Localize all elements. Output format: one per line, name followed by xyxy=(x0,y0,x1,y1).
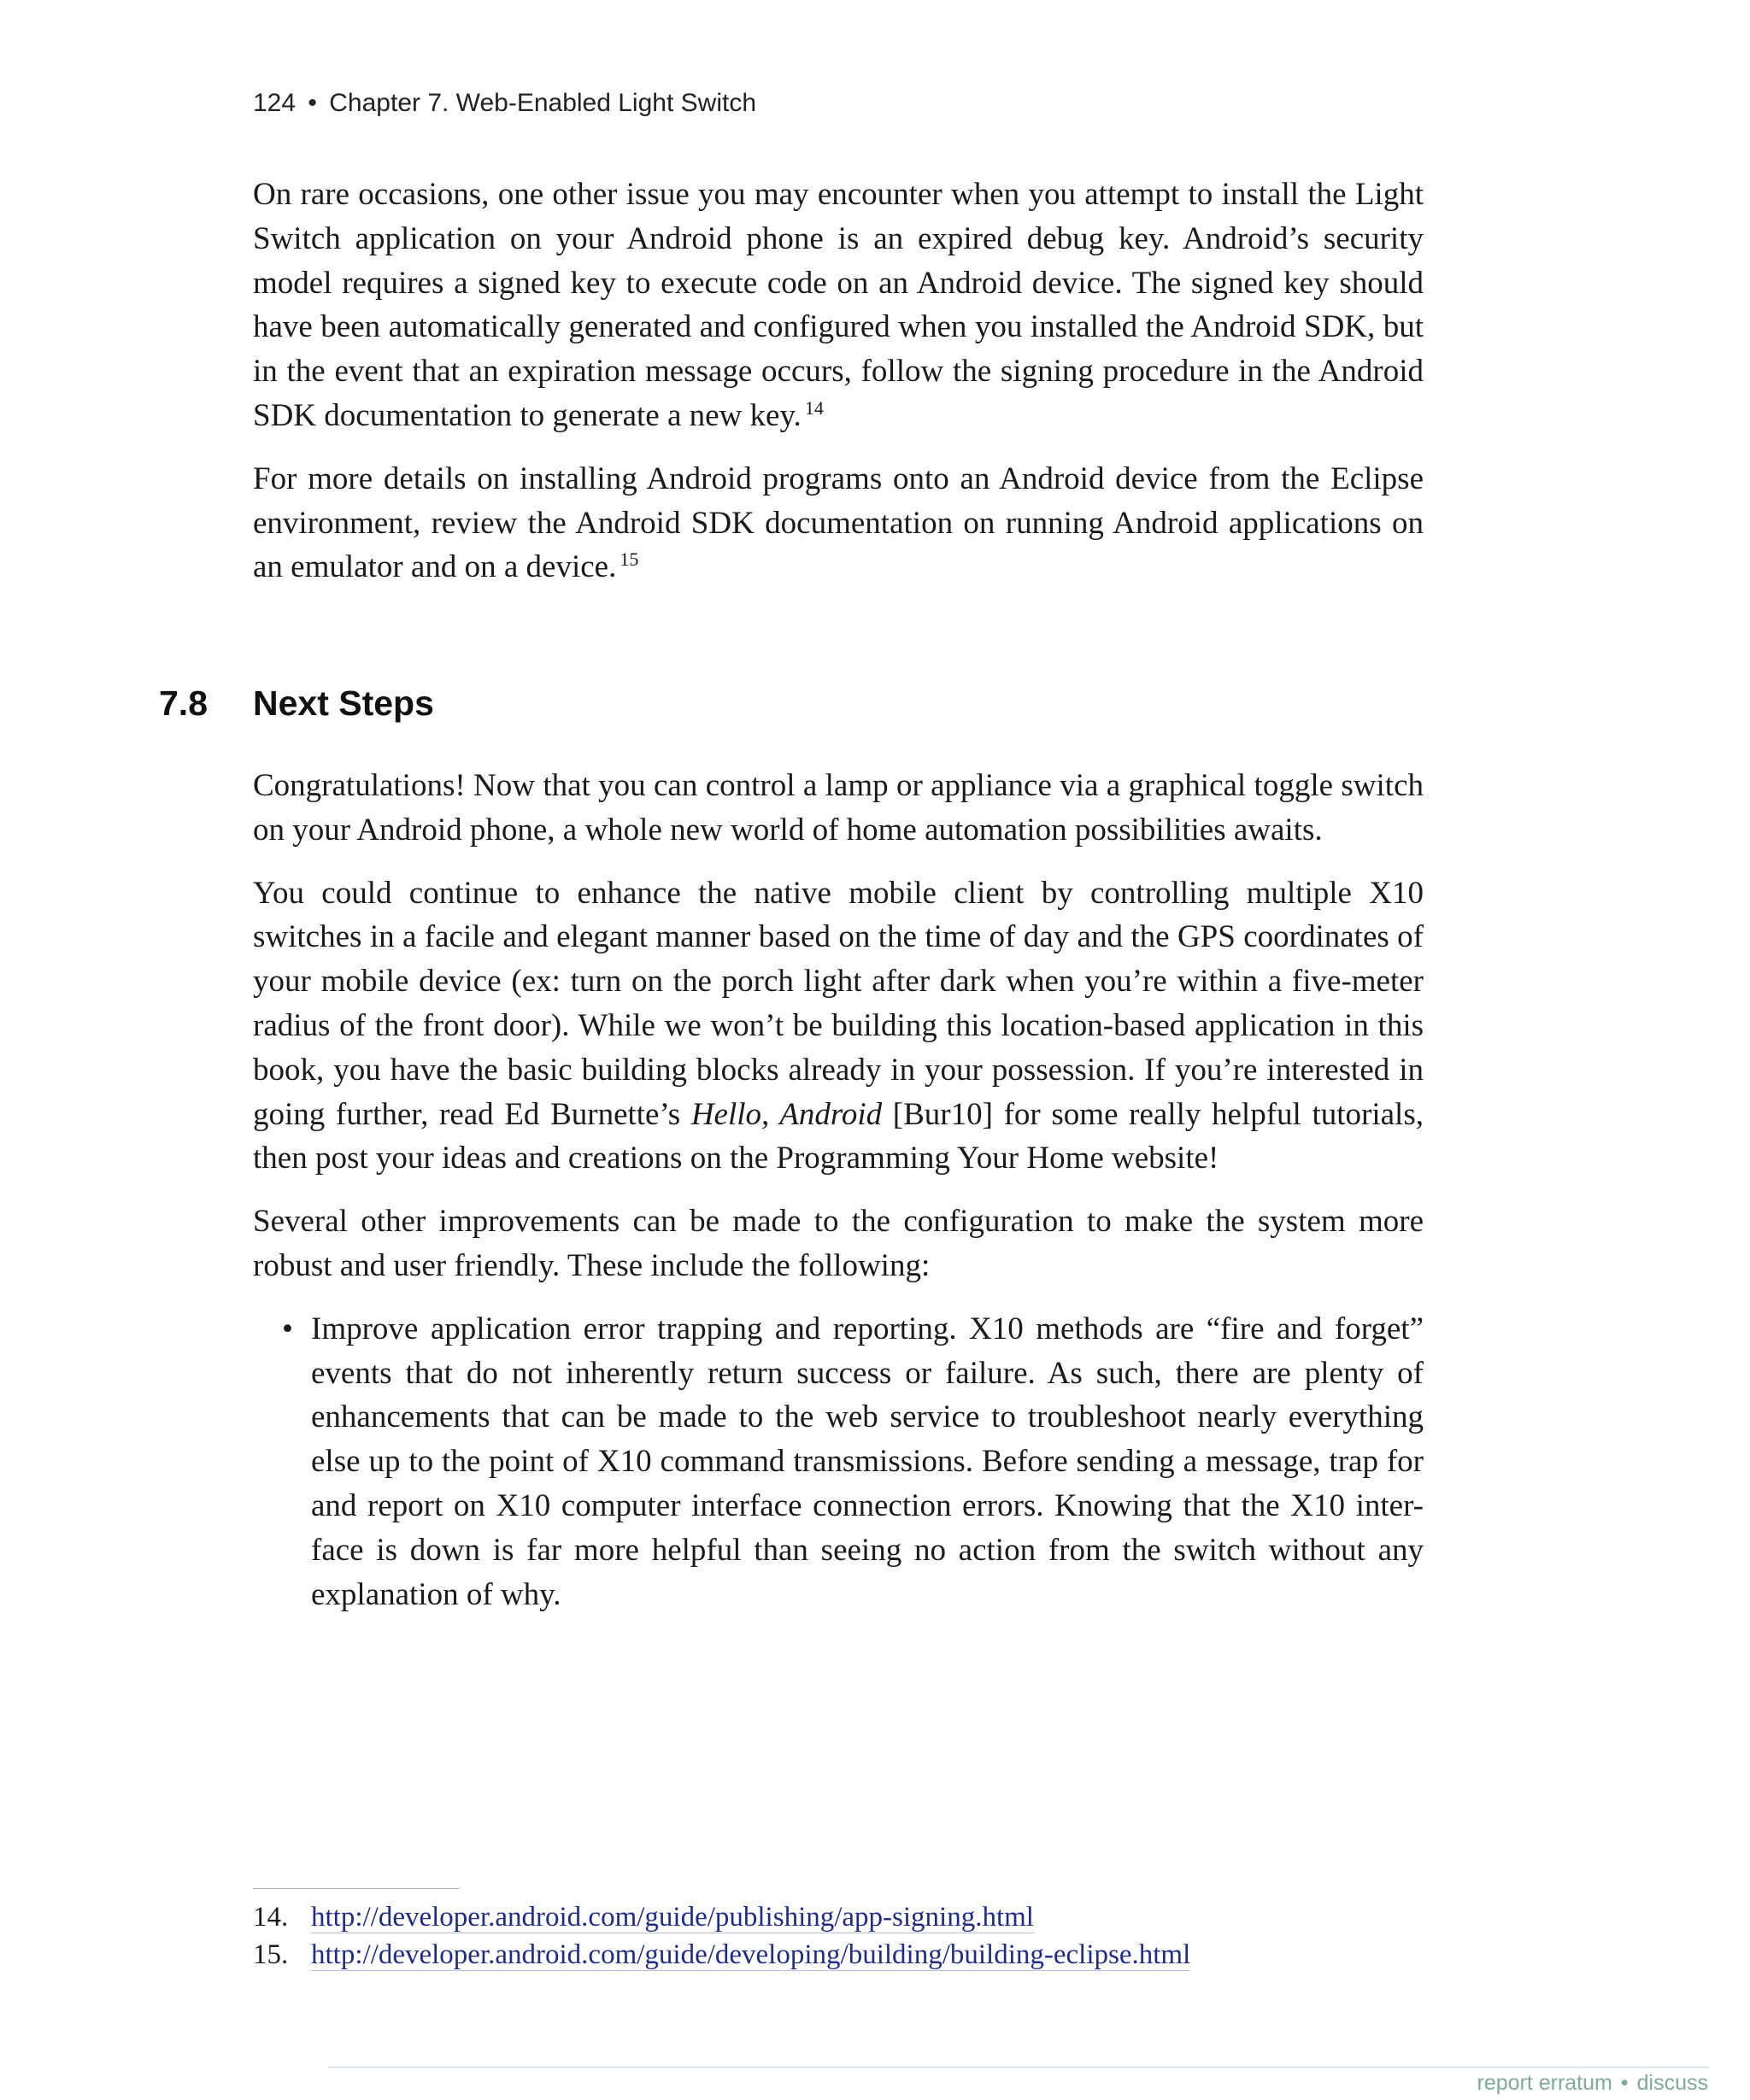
footer-divider xyxy=(328,2067,1709,2068)
footnote-number: 15. xyxy=(253,1939,289,1970)
chapter-title: Chapter 7. Web-Enabled Light Switch xyxy=(329,89,756,117)
section-heading xyxy=(159,683,434,724)
list-item xyxy=(253,1307,1424,1617)
footnote-14 xyxy=(253,1898,1190,1936)
paragraph-improvements: Several other improvements can be made to the configuration to make the system more robust and user friendly. These include the following: xyxy=(253,1204,1424,1283)
paragraph-text: For more details on installing Android programs onto an Android device from the Eclipse environment, review the Android SDK documentation on running Android applications on an emulator and on a device. xyxy=(253,460,1424,585)
paragraph-text: On rare occasions, one other issue you may encounter when you attempt to install the Light Switch application on your Android phone is an expired debug key. Android’s security model requires a signed key to execute code on an Android device. The signed key should have been automatically generated and configured when you installed the Android SDK, but in the event that an expiration message occurs, follow the signing procedure in the Android SDK documentation to generate a new key. xyxy=(253,177,1424,433)
bullet-dot: • xyxy=(282,1311,293,1346)
book-title-italic: Hello, Android xyxy=(690,1096,883,1132)
footnote-divider xyxy=(253,1888,460,1889)
footnote-link-building-eclipse[interactable]: http://developer.android.com/guide/developing/building/building-eclipse.html xyxy=(311,1939,1191,1970)
report-erratum-link[interactable]: report erratum xyxy=(1477,2071,1612,2095)
discuss-link[interactable]: discuss xyxy=(1636,2071,1708,2095)
footnotes xyxy=(253,1898,1190,1974)
paragraph-installing-details xyxy=(253,457,1424,590)
footer-links xyxy=(1477,2071,1708,2096)
footnote-ref-15[interactable]: 15 xyxy=(620,548,639,571)
intro-text xyxy=(253,173,1424,608)
list-item-text: Improve application error trapping and reporting. X10 methods are “fire and forget” events that do not inherently return success or failure. As such, there are plenty of enhancements that can be made to the web service to troubleshoot nearly everything else up to the point of X10 command transmissions. Before sending a message, trap for and report on X10 computer interface connection errors. Knowing that the X10 inter-face is down is far more helpful than seeing no action from the switch without any explanation of why. xyxy=(311,1311,1424,1612)
paragraph-text: [Bur10] for some really helpful tutorials, then post your ideas and creations on the Programming Your Home website! xyxy=(253,1096,1424,1176)
page-number: 124 xyxy=(253,89,297,117)
footnote-link-app-signing[interactable]: http://developer.android.com/guide/publishing/app-signing.html xyxy=(311,1902,1034,1933)
footnote-15 xyxy=(253,1936,1190,1974)
improvement-list xyxy=(253,1307,1424,1617)
paragraph-text: You could continue to enhance the native mobile client by controlling multiple X10 switches in a facile and elegant manner based on the time of day and the GPS coordinates of your mobile device (ex: turn on the porch light after dark when you’re within a five-meter radius of the front door). While we won’t be building this location-based application in this book, you have the basic building blocks already in your possession. If you’re interested in going further, read Ed Burnette’s xyxy=(253,875,1424,1132)
section-body xyxy=(253,764,1424,1616)
footnote-number: 14. xyxy=(253,1902,289,1933)
header-bullet: • xyxy=(308,89,317,117)
footer-separator: • xyxy=(1620,2071,1629,2095)
paragraph-enhance-client xyxy=(253,871,1424,1182)
running-head xyxy=(253,89,756,118)
footnote-ref-14[interactable]: 14 xyxy=(804,396,824,419)
section-number: 7.8 xyxy=(159,683,208,723)
paragraph-expired-debug-key xyxy=(253,173,1424,438)
paragraph-congratulations: Congratulations! Now that you can control a lamp or appliance via a graphical toggle switch on your Android phone, a whole new world of home automation possibilities awaits. xyxy=(253,768,1424,848)
section-title: Next Steps xyxy=(253,683,434,723)
